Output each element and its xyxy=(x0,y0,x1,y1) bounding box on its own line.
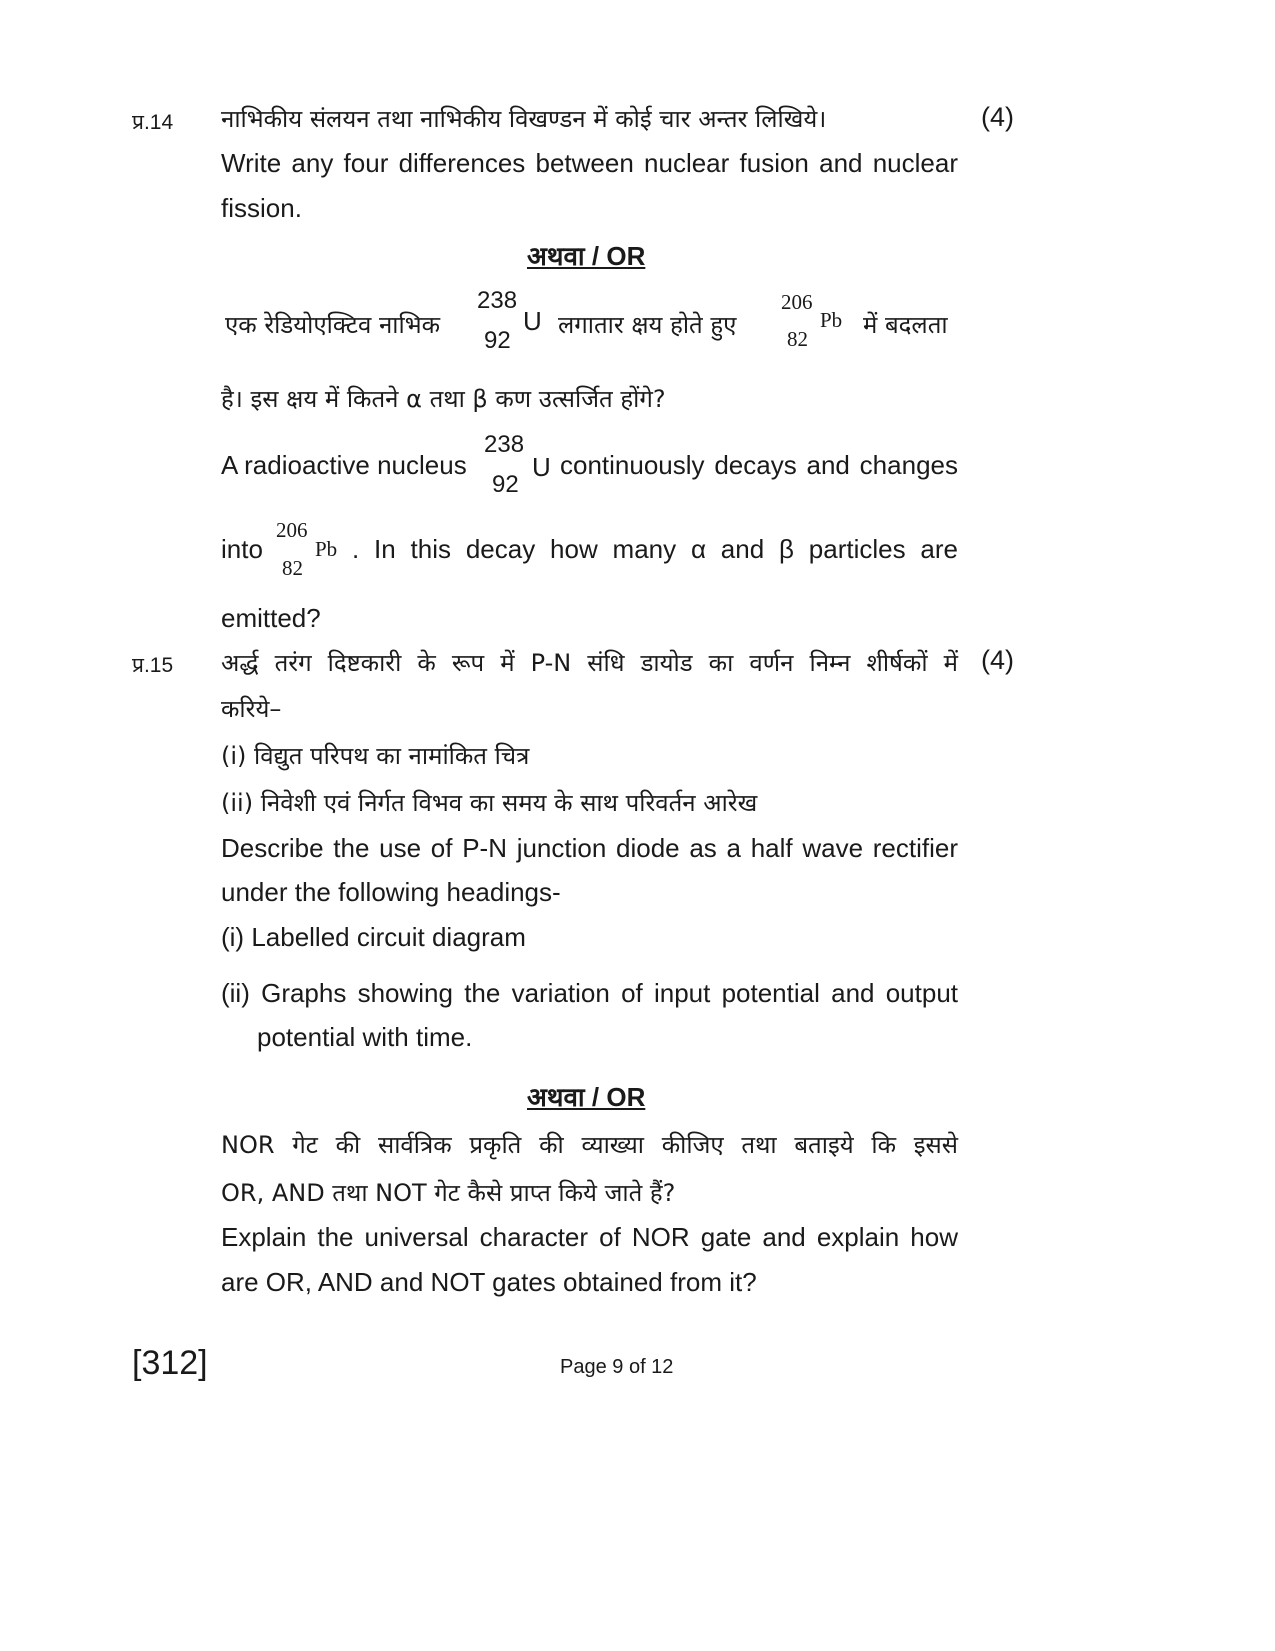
lead-symbol: Pb xyxy=(820,308,843,332)
lead-mass-number: 206 xyxy=(781,290,813,314)
question-15-hindi-line1: अर्द्ध तरंग दिष्टकारी के रूप में P-N संधि डायोड का वर्णन निम्न शीर्षकों में xyxy=(221,649,958,677)
or-heading-q14: अथवा / OR xyxy=(527,241,646,271)
question-14-english-line2: fission. xyxy=(221,193,302,223)
question-15-english-item2-line1: (ii) Graphs showing the variation of input potential and output xyxy=(221,978,958,1008)
lead-atomic-number: 82 xyxy=(787,327,808,351)
alt-english-line2-post: . In this decay how many α and β particles are xyxy=(352,534,958,564)
question-15-english-item2-line2: potential with time. xyxy=(257,1022,473,1052)
lead-atomic-number-en: 82 xyxy=(282,556,303,580)
question-number-15: प्र.15 xyxy=(132,654,174,677)
lead-mass-number-en: 206 xyxy=(276,518,308,542)
question-15-hindi-item1: (i) विद्युत परिपथ का नामांकित चित्र xyxy=(221,742,530,770)
or-heading-q15: अथवा / OR xyxy=(527,1082,646,1112)
page-number: Page 9 of 12 xyxy=(560,1356,674,1378)
question-15-english-item1: (i) Labelled circuit diagram xyxy=(221,922,526,952)
question-15-alt-english-line1: Explain the universal character of NOR gate and explain how xyxy=(221,1222,958,1252)
question-15-english-line1: Describe the use of P-N junction diode as a half wave rectifier xyxy=(221,833,958,863)
alt-english-line3: emitted? xyxy=(221,603,321,633)
alt-hindi-pre: एक रेडियोएक्टिव नाभिक xyxy=(225,311,441,339)
question-15-marks: (4) xyxy=(981,645,1014,675)
alt-english-pre: A radioactive nucleus xyxy=(221,450,467,480)
alt-english-post: continuously decays and changes xyxy=(560,450,958,480)
question-15-hindi-line2: करिये– xyxy=(221,695,282,723)
question-15-english-line2: under the following headings- xyxy=(221,877,561,907)
question-15-alt-english-line2: are OR, AND and NOT gates obtained from it? xyxy=(221,1267,757,1297)
question-15-alt-hindi-line1: NOR गेट की सार्वत्रिक प्रकृति की व्याख्या कीजिए तथा बताइये कि इससे xyxy=(221,1131,958,1159)
question-15-hindi-item2: (ii) निवेशी एवं निर्गत विभव का समय के साथ परिवर्तन आरेख xyxy=(221,789,758,817)
question-14-hindi: नाभिकीय संलयन तथा नाभिकीय विखण्डन में कोई चार अन्तर लिखिये। xyxy=(221,105,827,133)
lead-symbol-en: Pb xyxy=(315,537,338,561)
alt-hindi-post: में बदलता xyxy=(863,311,948,339)
uranium-atomic-number-en: 92 xyxy=(492,471,519,498)
uranium-atomic-number: 92 xyxy=(484,327,511,354)
uranium-symbol-en: U xyxy=(532,452,551,482)
uranium-symbol: U xyxy=(523,306,542,336)
question-14-marks: (4) xyxy=(981,102,1014,132)
question-14-english-line1: Write any four differences between nuclear fusion and nuclear xyxy=(221,148,958,178)
uranium-mass-number-en: 238 xyxy=(484,431,525,458)
alt-hindi-line2: है। इस क्षय में कितने α तथा β कण उत्सर्जित होंगे? xyxy=(221,385,666,413)
uranium-mass-number: 238 xyxy=(477,287,518,314)
question-number-14: प्र.14 xyxy=(132,111,174,134)
question-15-alt-hindi-line2: OR, AND तथा NOT गेट कैसे प्राप्त किये जाते हैं? xyxy=(221,1179,676,1207)
paper-code: [312] xyxy=(132,1344,208,1382)
alt-english-line2-pre: into xyxy=(221,534,263,564)
alt-hindi-mid: लगातार क्षय होते हुए xyxy=(558,311,737,339)
